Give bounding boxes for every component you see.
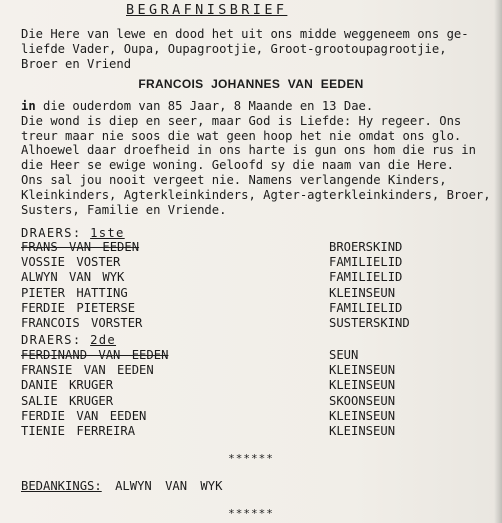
body-paragraph [21,99,491,217]
bearer-row [21,301,491,316]
bearers-second-tag: 2de [90,333,117,347]
bearer-relation: KLEINSEUN [329,408,396,423]
bearer-row [21,363,491,378]
bearer-name: VOSSIE VOSTER [21,255,121,270]
bearer-name: DANIE KRUGER [21,378,114,393]
thanks-line [21,479,222,493]
bearer-relation: KLEINSEUN [329,285,396,300]
bearer-name: FERDINAND VAN EEDEN [21,348,169,362]
bearer-name: ALWYN VAN WYK [21,270,125,285]
bearer-row [21,409,491,424]
bearers-first-label: DRAERS: [21,226,82,240]
bearer-row [21,255,491,270]
body-text: die ouderdom van 85 Jaar, 8 Maande en 13 Dae. Die wond is diep en seer, maar God is Liefde: Hy regeer. Ons treur maar nie soos die wat geen hoop het nie omdat ons glo. Alhoewel daar droefheid in ons harte is gun ons hom die rus in die Heer se ewige woning. Geloofd sy die naam van die Here. Ons sal jou nooit vergeet nie. Namens verlangende Kinders, Kleinkinders, Agterkleinkinders, Agter-agterkleinkinders, Broer, Susters, Familie en Vriende. [21,99,491,217]
bearer-relation: SKOONSEUN [329,393,396,408]
bearer-name: TIENIE FERREIRA [21,423,136,438]
bearer-relation: SEUN [329,348,359,362]
bearer-row [21,240,491,255]
bearer-relation: FAMILIELID [329,300,403,315]
bearer-row [21,316,491,331]
document-title: BEGRAFNISBRIEF [126,2,288,18]
body-first-word: in [21,99,36,113]
intro-paragraph: Die Here van lewe en dood het uit ons midde weggeneem ons ge- liefde Vader, Oupa, Oupagrootjie, Groot-grootoupagrootjie, Broer en Vriend [21,27,469,71]
separator-stars-bottom: ****** [228,507,274,520]
bearer-row [21,270,491,285]
bearer-relation: KLEINSEUN [329,423,396,438]
bearer-row [21,424,491,439]
bearer-relation: KLEINSEUN [329,378,396,393]
bearer-name: FRANS VAN EEDEN [21,240,140,254]
bearer-row [21,378,491,393]
bearers-first-tag: 1ste [90,226,125,240]
bearer-relation: BROERSKIND [329,240,403,254]
bearer-relation: KLEINSEUN [329,363,396,378]
bearer-name: SALIE KRUGER [21,393,114,408]
bearer-relation: FAMILIELID [329,255,403,270]
bearer-relation: FAMILIELID [329,270,403,285]
thanks-name: ALWYN VAN WYK [115,479,223,493]
bearer-name: FRANSIE VAN EEDEN [21,363,154,378]
separator-stars: ****** [228,452,274,465]
bearer-name: PIETER HATTING [21,285,128,300]
bearers-first-list [21,240,491,331]
bearer-name: FERDIE VAN EEDEN [21,408,147,423]
bearer-name: FRANCOIS VORSTER [21,315,143,330]
bearers-first-heading [21,226,125,240]
bearer-row [21,348,491,363]
bearers-second-heading [21,333,116,347]
bearers-second-label: DRAERS: [21,333,82,347]
bearers-second-list [21,348,491,439]
bearer-relation: SUSTERSKIND [329,315,410,330]
bearer-row [21,286,491,301]
deceased-name: FRANCOIS JOHANNES VAN EEDEN [138,77,364,91]
bearer-row [21,394,491,409]
thanks-label: BEDANKINGS: [21,479,102,493]
bearer-name: FERDIE PIETERSE [21,300,136,315]
